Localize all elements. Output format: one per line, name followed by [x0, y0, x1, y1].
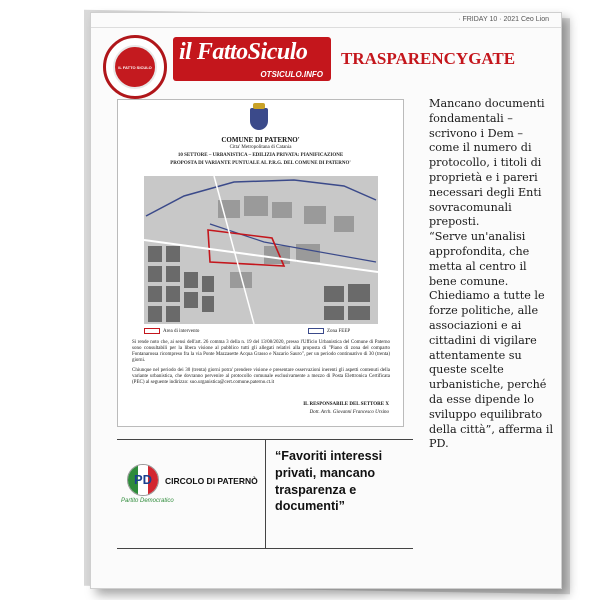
notice-proposta: PROPOSTA DI VARIANTE PUNTUALE AL P.R.G. DEL COMUNE DI PATERNO': [170, 161, 351, 166]
sidebar-paragraph-1: Mancano documenti fondamentali – scrivono i Dem – come il numero di protocollo, i titoli di proprietà e i pareri necessari degli Enti sovracomunali preposti.: [429, 97, 545, 229]
seal-inner: [113, 45, 157, 89]
legend-red-swatch: [144, 328, 160, 334]
circolo-label: CIRCOLO DI PATERNÒ: [165, 476, 258, 486]
legend-area: [144, 328, 199, 334]
logo-sub-text: OTSICULO.INFO: [260, 70, 323, 79]
urban-map: [144, 176, 378, 324]
legend-label-2: Zona FEEP: [327, 329, 351, 335]
notice-paragraph-1: Si rende noto che, ai sensi dell'art. 26 comma 3 della n. 19 del 13/08/2020, presso l'Ufficio Urbanistica del Comune di Paterno sono consultabili per la libera visione al pubblico tutti gli allegati relativi alla proposta di "Piano di zona del comparto Fontanarossa ricompreso fra la via Ponte Mazzasette Acqua Grasso e Nazario Sauro", per un periodo continuativo di 30 (trenta) giorni.: [132, 340, 390, 363]
notice-citta: Citta' Metropolitana di Catania: [229, 145, 292, 150]
notice-comune: COMUNE DI PATERNO': [221, 136, 300, 144]
sidebar-paragraph-2: “Serve un'analisi approfondita, che metta al centro il bene comune. Chiediamo a tutte le forze politiche, alle associazioni e ai cittadini di vigilare attentamente su queste scelte urbanistiche, perché da esse dipende lo sviluppo equilibrato della città”, afferma il PD.: [429, 230, 554, 451]
legend-zone: [308, 328, 350, 334]
public-notice: [117, 99, 404, 427]
pd-caption: Partito Democratico: [121, 498, 174, 504]
brand-logo: [173, 37, 331, 81]
pd-logo-text: PD: [133, 472, 153, 487]
pull-quote: “Favoriti interessi privati, mancano trasparenza e documenti”: [275, 449, 383, 514]
notice-signature-title: IL RESPONSABILE DEL SETTORE X: [303, 402, 389, 407]
legend-blue-swatch: [308, 328, 324, 334]
notice-signature-name: Dott. Arch. Giovanni Francesco Ursino: [309, 410, 389, 415]
newspaper-page: [90, 12, 562, 589]
top-bar-right: · FRIDAY 10 · 2021 Ceo Lion: [458, 16, 549, 23]
crest-icon: [250, 108, 268, 130]
map-drawing: [144, 176, 378, 324]
pd-logo-icon: [127, 464, 159, 496]
bottom-panel: [117, 439, 413, 549]
legend-label-1: Area di intervento: [163, 329, 200, 335]
seal-logo: [103, 35, 167, 99]
seal-text: IL FATTO SICULO: [118, 64, 152, 70]
headline: TRASPARENCYGATE: [341, 49, 516, 68]
notice-settore: 10 SETTORE – URBANISTICA – EDILIZIA PRIVATA: PIANIFICAZIONE: [177, 153, 344, 158]
panel-divider: [265, 440, 266, 548]
notice-paragraph-2: Chiunque nel periodo dei 30 (trenta) giorni potra' prendere visione e presentare osservazioni inerenti gli aspetti contenuti della variante urbanistica, che dovranno pervenire al protocollo comunale esclusivamente a mezzo di Posta Elettronica Certificata (PEC) al seguente indirizzo: suo.urganistica@cert.comune.paterno.ct.it: [132, 368, 390, 385]
top-bar: [91, 13, 561, 28]
article-sidebar: [429, 97, 555, 452]
logo-main-text: il FattoSiculo: [179, 39, 308, 65]
